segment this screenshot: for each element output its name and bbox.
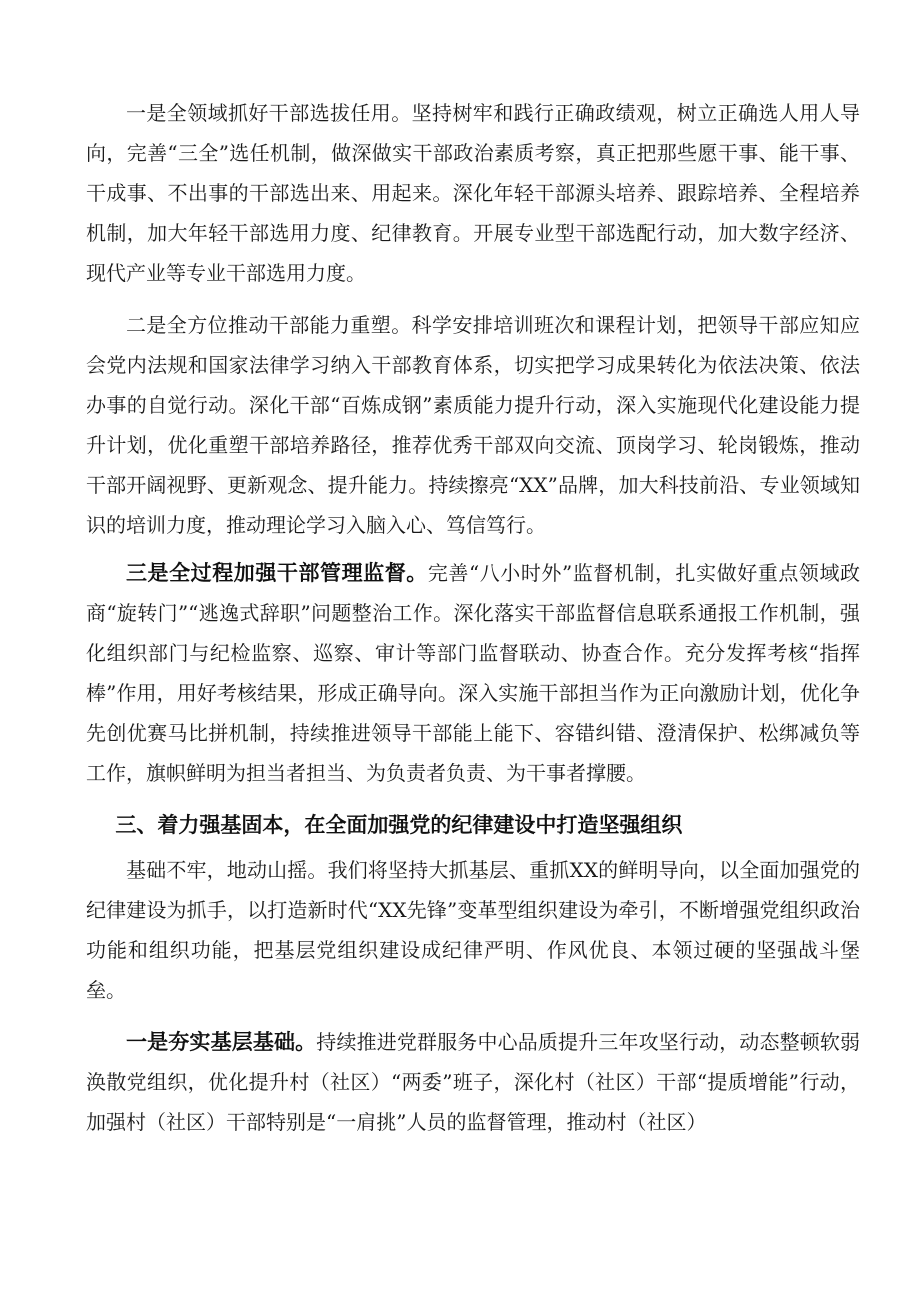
paragraph-lead-heading: 三是全过程加强干部管理监督。: [126, 561, 428, 585]
document-page: [86, 93, 860, 1142]
paragraph-capability-reshaping: [86, 305, 860, 545]
paragraph-text: 二是全方位推动干部能力重塑。科学安排培训班次和课程计划，把领导干部应知应会党内法规和国家法律学习纳入干部教育体系，切实把学习成果转化为依法决策、依法办事的自觉行动。深化干部“百炼成钢”素质能力提升行动，深入实施现代化建设能力提升计划，优化重塑干部培养路径，推荐优秀干部双向交流、顶岗学习、轮岗锻炼，推动干部开阔视野、更新观念、提升能力。持续擦亮“XX”品牌，加大科技前沿、专业领域知识的培训力度，推动理论学习入脑入心、笃信笃行。: [86, 313, 860, 537]
paragraph-text: 一是全领域抓好干部选拔任用。坚持树牢和践行正确政绩观，树立正确选人用人导向，完善“三全”选任机制，做深做实干部政治素质考察，真正把那些愿干事、能干事、干成事、不出事的干部选出来、用起来。深化年轻干部源头培养、跟踪培养、全程培养机制，加大年轻干部选用力度、纪律教育。开展专业型干部选配行动，加大数字经济、现代产业等专业干部选用力度。: [86, 101, 860, 285]
paragraph-lead-heading: 一是夯实基层基础。: [126, 1030, 317, 1054]
paragraph-grassroots-foundation: [86, 1022, 860, 1142]
paragraph-grassroots-intro: [86, 850, 860, 1010]
section-heading-three: 三、着力强基固本，在全面加强党的纪律建设中打造坚强组织: [115, 813, 683, 837]
paragraph-management-supervision: [86, 553, 860, 793]
paragraph-text: 基础不牢，地动山摇。我们将坚持大抓基层、重抓XX的鲜明导向，以全面加强党的纪律建设为抓手，以打造新时代“XX先锋”变革型组织建设为牵引，不断增强党组织政治功能和组织功能，把基层党组织建设成纪律严明、作风优良、本领过硬的坚强战斗堡垒。: [86, 858, 860, 1002]
paragraph-cadre-selection: [86, 93, 860, 293]
paragraph-text: 完善“八小时外”监督机制，扎实做好重点领域政商“旋转门”“逃逸式辞职”问题整治工作。深化落实干部监督信息联系通报工作机制，强化组织部门与纪检监察、巡察、审计等部门监督联动、协查合作。充分发挥考核“指挥棒”作用，用好考核结果，形成正确导向。深入实施干部担当作为正向激励计划，优化争先创优赛马比拼机制，持续推进领导干部能上能下、容错纠错、澄清保护、松绑减负等工作，旗帜鲜明为担当者担当、为负责者负责、为干事者撑腰。: [86, 561, 861, 785]
paragraph-text: 持续推进党群服务中心品质提升三年攻坚行动，动态整顿软弱涣散党组织，优化提升村（社区）“两委”班子，深化村（社区）干部“提质增能”行动，加强村（社区）干部特别是“一肩挑”人员的监督管理，推动村（社区）: [86, 1030, 861, 1134]
